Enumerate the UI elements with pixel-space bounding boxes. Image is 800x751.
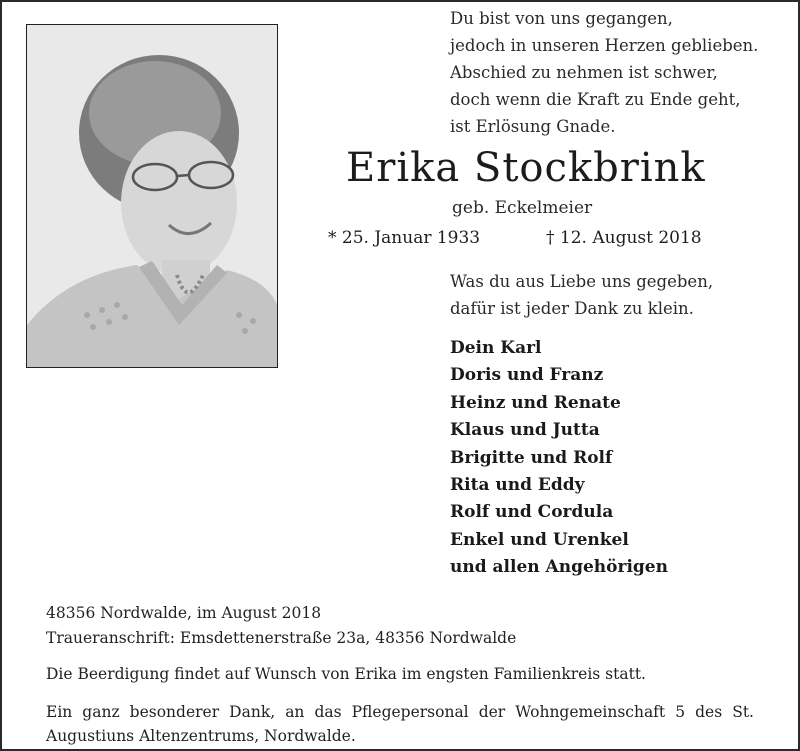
family-member: Klaus und Jutta [450,420,600,441]
verse-line: Abschied zu nehmen ist schwer, [450,63,718,82]
verse-line: ist Erlösung Gnade. [450,117,616,136]
verse-line: dafür ist jeder Dank zu klein. [450,299,694,318]
funeral-note: Die Beerdigung findet auf Wunsch von Erika im engsten Familienkreis statt. [46,665,646,683]
family-member: Enkel und Urenkel [450,529,629,550]
verse-line: jedoch in unseren Herzen geblieben. [450,36,759,55]
family-member: Brigitte und Rolf [450,447,613,468]
maiden-name: geb. Eckelmeier [452,198,593,218]
thanks-note: Ein ganz besonderer Dank, an das Pflegepersonal der Wohngemeinschaft 5 des St. Augustiuns Altenzentrums, Nordwalde. [46,703,754,745]
verse-mid [450,268,713,322]
family-member: Doris und Franz [450,365,604,386]
verse-line: Du bist von uns gegangen, [450,9,673,28]
birth-date: * 25. Januar 1933 [328,228,481,248]
family-list [450,335,668,582]
family-member: Dein Karl [450,338,542,358]
verse-line: Was du aus Liebe uns gegeben, [450,272,714,291]
deceased-name: Erika Stockbrink [346,145,706,191]
mourning-address: Traueranschrift: Emsdettenerstraße 23a, 48356 Nordwalde [46,629,517,647]
place-date: 48356 Nordwalde, im August 2018 [46,604,322,622]
family-member: Heinz und Renate [450,392,621,413]
portrait-photo [26,24,278,368]
death-date: † 12. August 2018 [546,228,702,248]
family-member: Rolf und Cordula [450,502,614,523]
verse-line: doch wenn die Kraft zu Ende geht, [450,90,741,109]
verse-top [450,5,758,140]
family-member: Rita und Eddy [450,475,585,496]
family-member: und allen Angehörigen [450,557,668,578]
